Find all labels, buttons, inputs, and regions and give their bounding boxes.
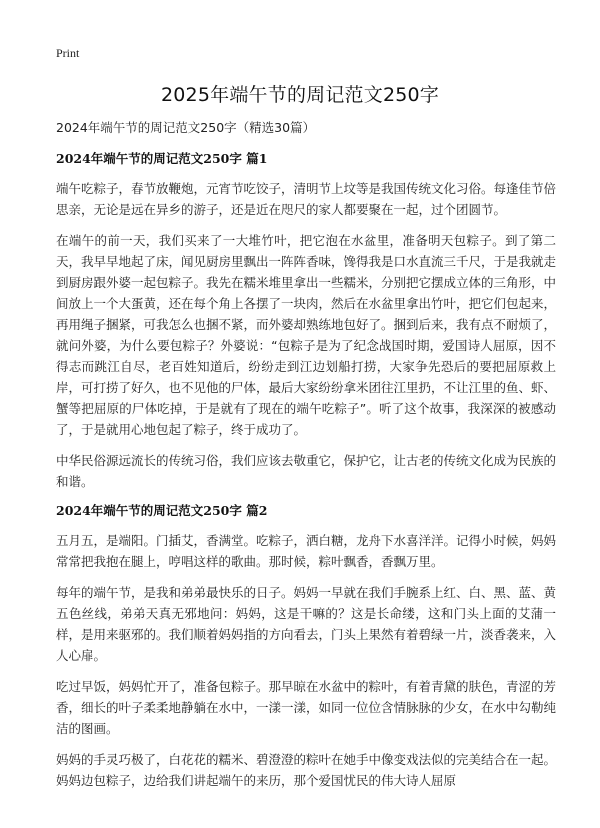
paragraph: 每年的端午节，是我和弟弟最快乐的日子。妈妈一早就在我们手腕系上红、白、黑、蓝、黄五色丝线，弟弟天真无邪地问：妈妈，这是干嘛的？这是长命缕，这和门头上面的艾蒲一样，是用来驱邪的。我们顺着妈妈指的方向看去，门头上果然有着碧绿一片，淡香袭来，入人心扉。	[56, 585, 557, 663]
print-label: Print	[56, 46, 80, 60]
paragraph: 中华民俗源远流长的传统习俗，我们应该去敬重它，保护它，让古老的传统文化成为民族的和谐。	[56, 453, 557, 489]
document-title: 2025年端午节的周记范文250字	[160, 84, 440, 106]
paragraph: 端午吃粽子，春节放鞭炮，元宵节吃饺子，清明节上坟等是我国传统文化习俗。每逢佳节倍思亲，无论是远在异乡的游子，还是近在咫尺的家人都要聚在一起，过个团圆节。	[56, 181, 557, 217]
paragraph: 吃过早饭，妈妈忙开了，准备包粽子。那早晾在水盆中的粽叶，有着青黛的肤色，青涩的芳香，细长的叶子柔柔地静躺在水中，一漾一漾，如同一位位含情脉脉的少女，在水中勾勒纯洁的图画。	[56, 679, 557, 736]
paragraph: 五月五，是端阳。门插艾，香满堂。吃粽子，洒白糖，龙舟下水喜洋洋。记得小时候，妈妈常常把我抱在腿上，哼唱这样的歌曲。那时候，粽叶飘香，香飘万里。	[56, 533, 557, 569]
section-heading-1: 2024年端午节的周记范文250字 篇1	[56, 151, 268, 166]
paragraph: 在端午的前一天，我们买来了一大堆竹叶，把它泡在水盆里，准备明天包粽子。到了第二天，我早早地起了床，闻见厨房里飘出一阵阵香味，馋得我是口水直流三千尺，于是我就走到厨房跟外婆一起包粽子。我先在糯米堆里拿出一些糯米，分别把它摆成立体的三角形，中间放上一个大蛋黄，还在每个角上各摆了一块肉，然后在水盆里拿出竹叶，把它们包起来，再用绳子捆紧，可我怎么也捆不紧，而外婆却熟练地包好了。捆到后来，我有点不耐烦了，就问外婆，为什么要包粽子？外婆说：“包粽子是为了纪念战国时期，爱国诗人屈原，因不得志而跳江自尽，老百姓知道后，纷纷走到江边划船打捞，大家争先恐后的要把屈原救上岸，可打捞了好久，也不见他的尸体，最后大家纷纷拿米团往江里扔，不让江里的鱼、虾、蟹等把屈原的尸体吃掉，于是就有了现在的端午吃粽子”。听了这个故事，我深深的被感动了，于是就用心地包起了粽子，终于成功了。	[56, 233, 557, 437]
paragraph: 妈妈的手灵巧极了，白花花的糯米、碧澄澄的粽叶在她手中像变戏法似的完美结合在一起。妈妈边包粽子，边给我们讲起端午的来历，那个爱国忧民的伟大诗人屈原	[56, 752, 557, 788]
document-body	[56, 119, 556, 801]
section-heading-2: 2024年端午节的周记范文250字 篇2	[56, 503, 268, 518]
document-subtitle: 2024年端午节的周记范文250字（精选30篇）	[56, 120, 316, 135]
